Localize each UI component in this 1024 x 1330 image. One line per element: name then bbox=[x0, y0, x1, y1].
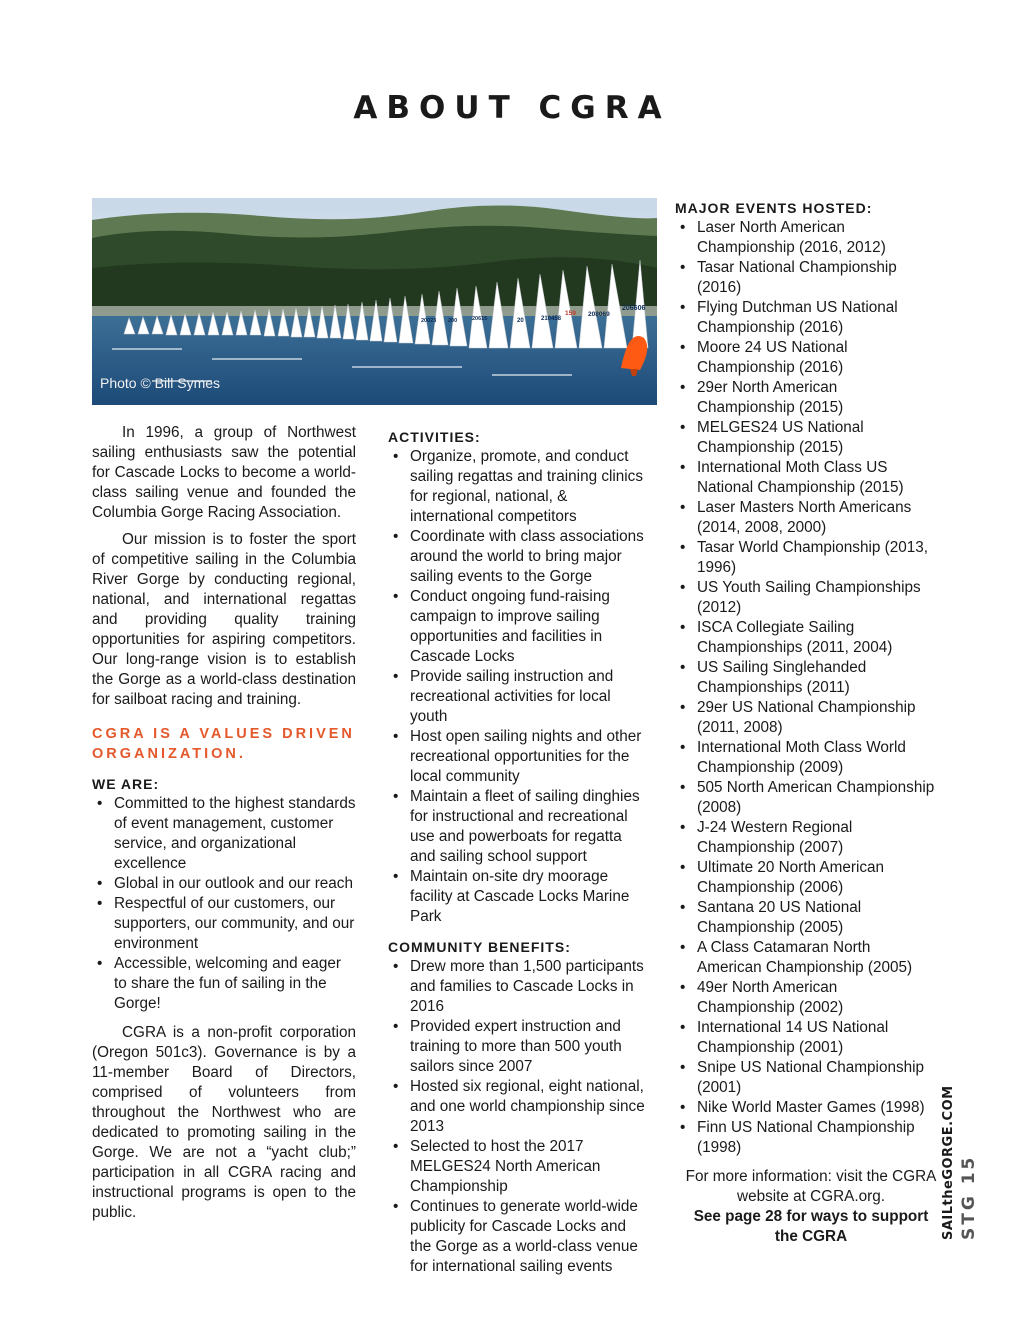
list-item: • Respectful of our customers, our supporters, our community, and our environment bbox=[92, 894, 356, 954]
list-item: • Maintain a fleet of sailing dinghies for instructional and recreational use and powerboats for regatta and sailing school support bbox=[388, 787, 650, 867]
list-item: • 29er North American Championship (2015) bbox=[675, 378, 937, 418]
activities-list bbox=[388, 447, 650, 927]
photo-credit: Photo © Bill Symes bbox=[100, 375, 221, 391]
events-heading: MAJOR EVENTS HOSTED: bbox=[675, 200, 873, 216]
list-item: • Provided expert instruction and training to more than 500 youth sailors since 2007 bbox=[388, 1017, 650, 1077]
list-item: • Moore 24 US National Championship (2016) bbox=[675, 338, 937, 378]
list-item: • Tasar National Championship (2016) bbox=[675, 258, 937, 298]
list-item: • Drew more than 1,500 participants and families to Cascade Locks in 2016 bbox=[388, 957, 650, 1017]
list-item: • Finn US National Championship (1998) bbox=[675, 1118, 937, 1158]
list-item: • 505 North American Championship (2008) bbox=[675, 778, 937, 818]
regatta-photo bbox=[92, 198, 657, 405]
sail-number: 20 bbox=[517, 318, 524, 324]
activities-column bbox=[388, 427, 650, 1277]
support-note: See page 28 for ways to support the CGRA bbox=[693, 1208, 929, 1245]
list-item: • US Sailing Singlehanded Championships (2011) bbox=[675, 658, 937, 698]
intro-column bbox=[92, 423, 356, 1223]
section-code: STG bbox=[959, 1193, 979, 1240]
list-item: • Tasar World Championship (2013, 1996) bbox=[675, 538, 937, 578]
list-item: • Laser Masters North Americans (2014, 2008, 2000) bbox=[675, 498, 937, 538]
list-item: • Maintain on-site dry moorage facility at Cascade Locks Marine Park bbox=[388, 867, 650, 927]
community-heading: COMMUNITY BENEFITS: bbox=[388, 939, 571, 955]
events-list bbox=[675, 218, 937, 1158]
sail-number: 20615 bbox=[472, 316, 488, 322]
we-are-list bbox=[92, 794, 356, 1014]
list-item: • Conduct ongoing fund-raising campaign to improve sailing opportunities and facilities in Cascade Locks bbox=[388, 587, 650, 667]
we-are-heading: WE ARE: bbox=[92, 776, 160, 792]
sail-number: 200 bbox=[448, 318, 458, 324]
list-item: • International Moth Class US National Championship (2015) bbox=[675, 458, 937, 498]
nonprofit-paragraph: CGRA is a non-profit corporation (Oregon 501c3). Governance is by a 11-member Board of Directors, comprised of volunteers from throughout the Northwest who are dedicated to promoting sailing in the Gorge. We are not a “yacht club;” participation in all CGRA racing and instructional programs is open to the public. bbox=[92, 1024, 356, 1221]
list-item: • Organize, promote, and conduct sailing regattas and training clinics for regional, national, & international competitors bbox=[388, 447, 650, 527]
list-item: • US Youth Sailing Championships (2012) bbox=[675, 578, 937, 618]
list-item: • 49er North American Championship (2002) bbox=[675, 978, 937, 1018]
list-item: • Laser North American Championship (2016, 2012) bbox=[675, 218, 937, 258]
list-item: • A Class Catamaran North American Championship (2005) bbox=[675, 938, 937, 978]
more-info-text: For more information: visit the CGRA website at CGRA.org. bbox=[685, 1168, 937, 1205]
list-item: • International 14 US National Championship (2001) bbox=[675, 1018, 937, 1058]
sail-number: 206606 bbox=[622, 305, 646, 312]
list-item: • Committed to the highest standards of event management, customer service, and organizational excellence bbox=[92, 794, 356, 874]
page-number: 15 bbox=[959, 1154, 979, 1185]
list-item: • Coordinate with class associations around the world to bring major sailing events to the Gorge bbox=[388, 527, 650, 587]
page-number-label bbox=[958, 1060, 980, 1240]
list-item: • Flying Dutchman US National Championship (2016) bbox=[675, 298, 937, 338]
values-heading: CGRA IS A VALUES DRIVEN ORGANIZATION. bbox=[92, 726, 355, 762]
community-list bbox=[388, 957, 650, 1277]
more-info-block bbox=[675, 1167, 937, 1247]
sail-number: 210458 bbox=[541, 316, 562, 322]
sail-number: 20023 bbox=[421, 318, 437, 324]
list-item: • Continues to generate world-wide publicity for Cascade Locks and the Gorge as a world-class venue for international sailing events bbox=[388, 1197, 650, 1277]
mission-paragraph: Our mission is to foster the sport of competitive sailing in the Columbia River Gorge by conducting regional, national, and international regattas and providing quality training opportunities for aspiring competitors. Our long-range vision is to establish the Gorge as a world-class destination for sailboat racing and training. bbox=[92, 531, 356, 708]
list-item: • MELGES24 US National Championship (2015) bbox=[675, 418, 937, 458]
activities-heading: ACTIVITIES: bbox=[388, 429, 481, 445]
list-item: • Nike World Master Games (1998) bbox=[675, 1098, 937, 1118]
list-item: • Selected to host the 2017 MELGES24 North American Championship bbox=[388, 1137, 650, 1197]
list-item: • Santana 20 US National Championship (2005) bbox=[675, 898, 937, 938]
sail-number: 208069 bbox=[588, 311, 610, 318]
list-item: • ISCA Collegiate Sailing Championships (2011, 2004) bbox=[675, 618, 937, 658]
site-name: SAILtheGORGE.COM bbox=[941, 1085, 956, 1240]
regatta-photo-illustration bbox=[92, 198, 657, 405]
page-title: ABOUT CGRA bbox=[353, 90, 671, 126]
list-item: • International Moth Class World Championship (2009) bbox=[675, 738, 937, 778]
sail-number: 159 bbox=[565, 310, 576, 317]
list-item: • Snipe US National Championship (2001) bbox=[675, 1058, 937, 1098]
list-item: • Provide sailing instruction and recreational activities for local youth bbox=[388, 667, 650, 727]
list-item: • Ultimate 20 North American Championship (2006) bbox=[675, 858, 937, 898]
page-footer bbox=[940, 1060, 980, 1240]
list-item: • Accessible, welcoming and eager to share the fun of sailing in the Gorge! bbox=[92, 954, 356, 1014]
list-item: • Hosted six regional, eight national, and one world championship since 2013 bbox=[388, 1077, 650, 1137]
list-item: • J-24 Western Regional Championship (2007) bbox=[675, 818, 937, 858]
intro-paragraph: In 1996, a group of Northwest sailing enthusiasts saw the potential for Cascade Locks to become a world-class sailing venue and founded the Columbia Gorge Racing Association. bbox=[92, 424, 356, 521]
list-item: • Global in our outlook and our reach bbox=[92, 874, 356, 894]
events-column bbox=[675, 198, 937, 1247]
list-item: • 29er US National Championship (2011, 2008) bbox=[675, 698, 937, 738]
list-item: • Host open sailing nights and other recreational opportunities for the local community bbox=[388, 727, 650, 787]
